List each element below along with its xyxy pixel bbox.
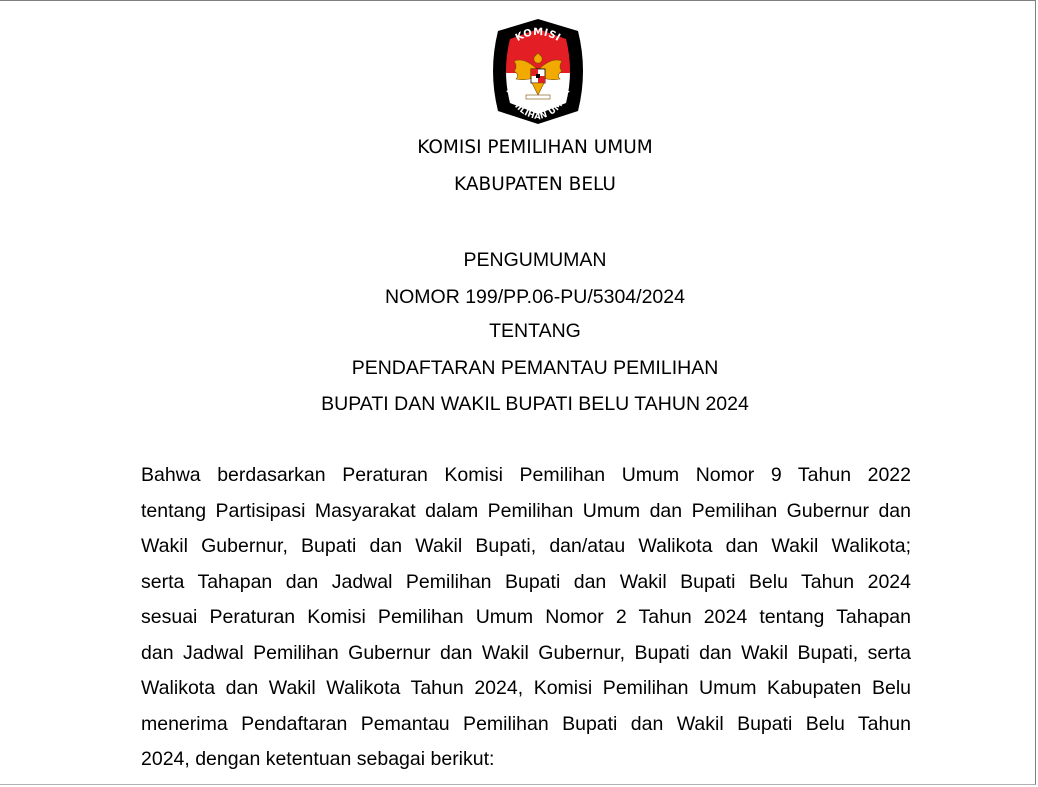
body-line: sesuai Peraturan Komisi Pemilihan Umum Nomor 2 Tahun 2024 tentang Tahapan xyxy=(141,606,911,628)
announcement-subject-line1: PENDAFTARAN PEMANTAU PEMILIHAN xyxy=(351,357,719,379)
body-paragraph xyxy=(141,458,911,778)
announcement-title: PENGUMUMAN xyxy=(463,249,607,271)
body-line: menerima Pendaftaran Pemantau Pemilihan Bupati dan Wakil Bupati Belu Tahun xyxy=(141,712,911,735)
logo-ring-text-bottom: PEMILIHAN UMUM xyxy=(503,87,573,123)
announcement-subject-line2: BUPATI DAN WAKIL BUPATI BELU TAHUN 2024 xyxy=(321,393,749,415)
institution-name: KOMISI PEMILIHAN UMUM xyxy=(417,137,653,158)
body-line: Bahwa berdasarkan Peraturan Komisi Pemilihan Umum Nomor 9 Tahun 2022 xyxy=(141,464,911,486)
body-line: tentang Partisipasi Masyarakat dalam Pemilihan Umum dan Pemilihan Gubernur dan xyxy=(141,499,911,522)
body-line: serta Tahapan dan Jadwal Pemilihan Bupati dan Wakil Bupati Belu Tahun 2024 xyxy=(141,570,911,593)
logo-ring-text-top: KOMISI xyxy=(513,26,563,44)
institution-region: KABUPATEN BELU xyxy=(454,174,616,195)
kpu-garuda-logo-icon xyxy=(490,17,586,125)
announcement-number: NOMOR 199/PP.06-PU/5304/2024 xyxy=(385,286,685,308)
body-line: Wakil Gubernur, Bupati dan Wakil Bupati, dan/atau Walikota dan Wakil Walikota; xyxy=(141,535,911,557)
body-line: dan Jadwal Pemilihan Gubernur dan Wakil Gubernur, Bupati dan Wakil Bupati, serta xyxy=(141,641,911,664)
body-line: Walikota dan Wakil Walikota Tahun 2024, Komisi Pemilihan Umum Kabupaten Belu xyxy=(141,677,911,699)
announcement-about: TENTANG xyxy=(489,320,581,342)
body-line: 2024, dengan ketentuan sebagai berikut: xyxy=(141,748,495,770)
